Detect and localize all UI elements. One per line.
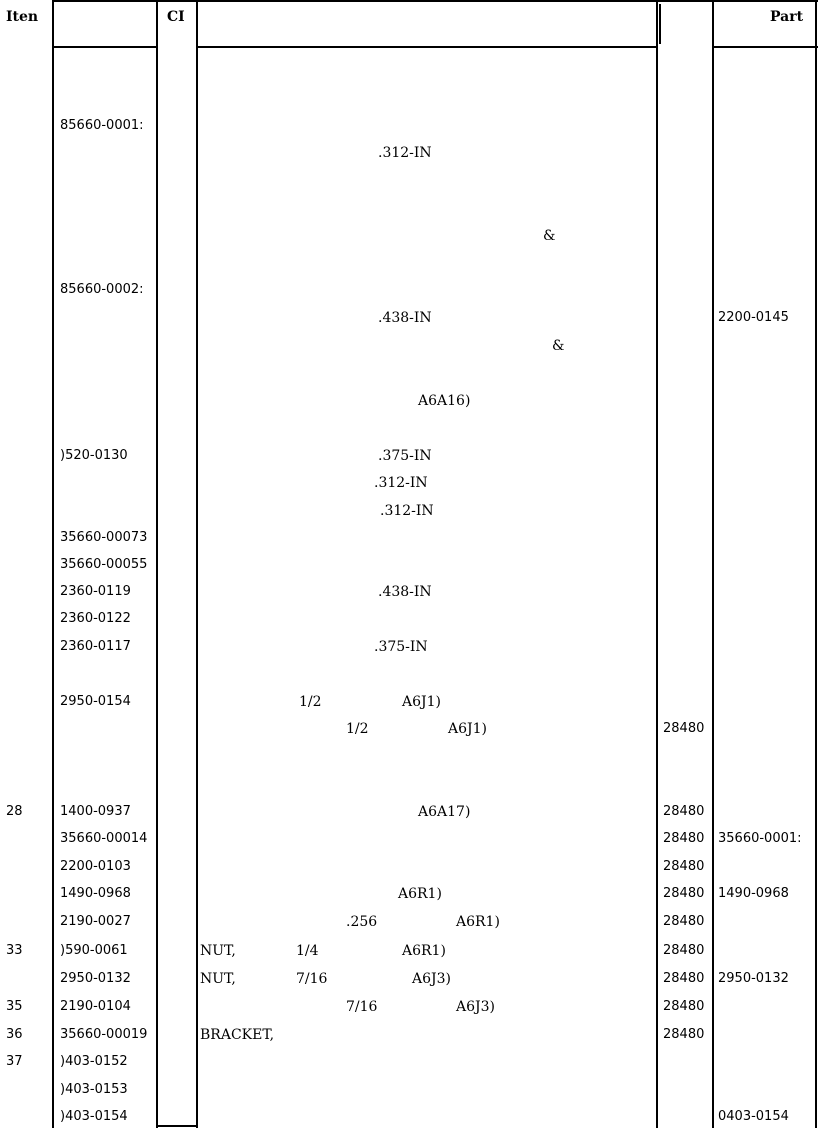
table-row [0, 969, 818, 989]
mfr-part-number: 0403-0154 [718, 1109, 789, 1124]
description [200, 280, 655, 300]
part-number: )590-0061 [60, 943, 128, 958]
table-row [0, 1080, 818, 1100]
description [200, 884, 655, 904]
mfr-code: 28480 [663, 831, 705, 846]
description-fragment: A6R1) [402, 943, 446, 959]
description [200, 446, 655, 466]
description-fragment: .312-IN [374, 475, 428, 491]
part-number: 1490-0968 [60, 886, 131, 901]
description [200, 528, 655, 548]
header-rule-part [52, 46, 156, 48]
description-fragment: A6J1) [402, 694, 441, 710]
mfr-code: 28480 [663, 804, 705, 819]
col-rule-desc-end-header [659, 4, 661, 44]
description [200, 829, 655, 849]
description-fragment: 1/2 [346, 721, 369, 737]
table-row [0, 143, 818, 163]
table-row [0, 501, 818, 521]
table-row [0, 802, 818, 822]
mfr-part-number: 35660-0001: [718, 831, 802, 846]
description [200, 1052, 655, 1072]
table-row [0, 719, 818, 739]
part-number: 1400-0937 [60, 804, 131, 819]
table-row [0, 528, 818, 548]
part-number: 35660-00019 [60, 1027, 148, 1042]
part-number: 85660-0001: [60, 118, 144, 133]
description-fragment: .438-IN [378, 310, 432, 326]
description-fragment: & [552, 338, 565, 354]
part-number: 2950-0154 [60, 694, 131, 709]
description-fragment: A6R1) [398, 886, 442, 902]
description-fragment: 7/16 [296, 971, 328, 987]
table-row [0, 997, 818, 1017]
description-fragment: A6R1) [456, 914, 500, 930]
header-mfr-part: Part [770, 9, 804, 25]
mfr-code: 28480 [663, 721, 705, 736]
description-fragment: .375-IN [374, 639, 428, 655]
description [200, 692, 655, 712]
table-row [0, 1052, 818, 1072]
description [200, 336, 655, 356]
part-number: 2360-0122 [60, 611, 131, 626]
description-fragment: & [543, 228, 556, 244]
mfr-code: 28480 [663, 999, 705, 1014]
description [200, 912, 655, 932]
header-cd: CI [167, 9, 185, 25]
description [200, 802, 655, 822]
description [200, 473, 655, 493]
description-fragment: A6A16) [418, 393, 471, 409]
description [200, 116, 655, 136]
table-row [0, 912, 818, 932]
mfr-code: 28480 [663, 914, 705, 929]
table-row [0, 446, 818, 466]
description-fragment: 1/4 [296, 943, 319, 959]
mfr-code: 28480 [663, 943, 705, 958]
part-number: 85660-0002: [60, 282, 144, 297]
table-row [0, 116, 818, 136]
header-item: Iten [6, 9, 39, 25]
part-number: 2190-0104 [60, 999, 131, 1014]
description [200, 1025, 655, 1045]
description-fragment: BRACKET, [200, 1027, 275, 1043]
part-number: )403-0153 [60, 1082, 128, 1097]
description [200, 1107, 655, 1127]
table-top-rule [52, 0, 818, 2]
description [200, 143, 655, 163]
description [200, 941, 655, 961]
header-rule-mfr [712, 46, 818, 48]
table-row [0, 582, 818, 602]
description-fragment: NUT, [200, 971, 236, 987]
table-row [0, 308, 818, 328]
table-row [0, 692, 818, 712]
description [200, 719, 655, 739]
description [200, 501, 655, 521]
header-rule-desc [196, 46, 656, 48]
description [200, 308, 655, 328]
mfr-code: 28480 [663, 886, 705, 901]
description-fragment: A6A17) [418, 804, 471, 820]
description-fragment: 7/16 [346, 999, 378, 1015]
item-number: 37 [6, 1054, 23, 1069]
part-number: 35660-00073 [60, 530, 148, 545]
part-number: )403-0154 [60, 1109, 128, 1124]
description-fragment: .312-IN [380, 503, 434, 519]
table-row [0, 941, 818, 961]
description-fragment: 1/2 [299, 694, 322, 710]
description [200, 609, 655, 629]
table-row [0, 1025, 818, 1045]
part-number: )520-0130 [60, 448, 128, 463]
table-row [0, 391, 818, 411]
description [200, 637, 655, 657]
table-row [0, 226, 818, 246]
description [200, 555, 655, 575]
part-number: )403-0152 [60, 1054, 128, 1069]
description [200, 997, 655, 1017]
description [200, 582, 655, 602]
description-fragment: .438-IN [378, 584, 432, 600]
table-row [0, 829, 818, 849]
description-fragment: NUT, [200, 943, 236, 959]
description-fragment: A6J3) [412, 971, 451, 987]
description [200, 1080, 655, 1100]
item-number: 36 [6, 1027, 23, 1042]
table-row [0, 609, 818, 629]
description [200, 226, 655, 246]
item-number: 33 [6, 943, 23, 958]
item-number: 28 [6, 804, 23, 819]
table-row [0, 1107, 818, 1127]
description [200, 391, 655, 411]
table-row [0, 555, 818, 575]
mfr-part-number: 2200-0145 [718, 310, 789, 325]
part-number: 35660-00055 [60, 557, 148, 572]
description [200, 969, 655, 989]
table-row [0, 336, 818, 356]
table-row [0, 280, 818, 300]
part-number: 2950-0132 [60, 971, 131, 986]
mfr-part-number: 2950-0132 [718, 971, 789, 986]
description-fragment: .375-IN [378, 448, 432, 464]
description-fragment: A6J1) [448, 721, 487, 737]
mfr-code: 28480 [663, 971, 705, 986]
description-fragment: A6J3) [456, 999, 495, 1015]
description-fragment: .312-IN [378, 145, 432, 161]
description-fragment: .256 [346, 914, 378, 930]
mfr-code: 28480 [663, 859, 705, 874]
table-row [0, 884, 818, 904]
part-number: 35660-00014 [60, 831, 148, 846]
description [200, 857, 655, 877]
table-row [0, 637, 818, 657]
mfr-part-number: 1490-0968 [718, 886, 789, 901]
part-number: 2360-0119 [60, 584, 131, 599]
item-number: 35 [6, 999, 23, 1014]
table-row [0, 473, 818, 493]
mfr-code: 28480 [663, 1027, 705, 1042]
part-number: 2190-0027 [60, 914, 131, 929]
part-number: 2200-0103 [60, 859, 131, 874]
table-row [0, 857, 818, 877]
part-number: 2360-0117 [60, 639, 131, 654]
